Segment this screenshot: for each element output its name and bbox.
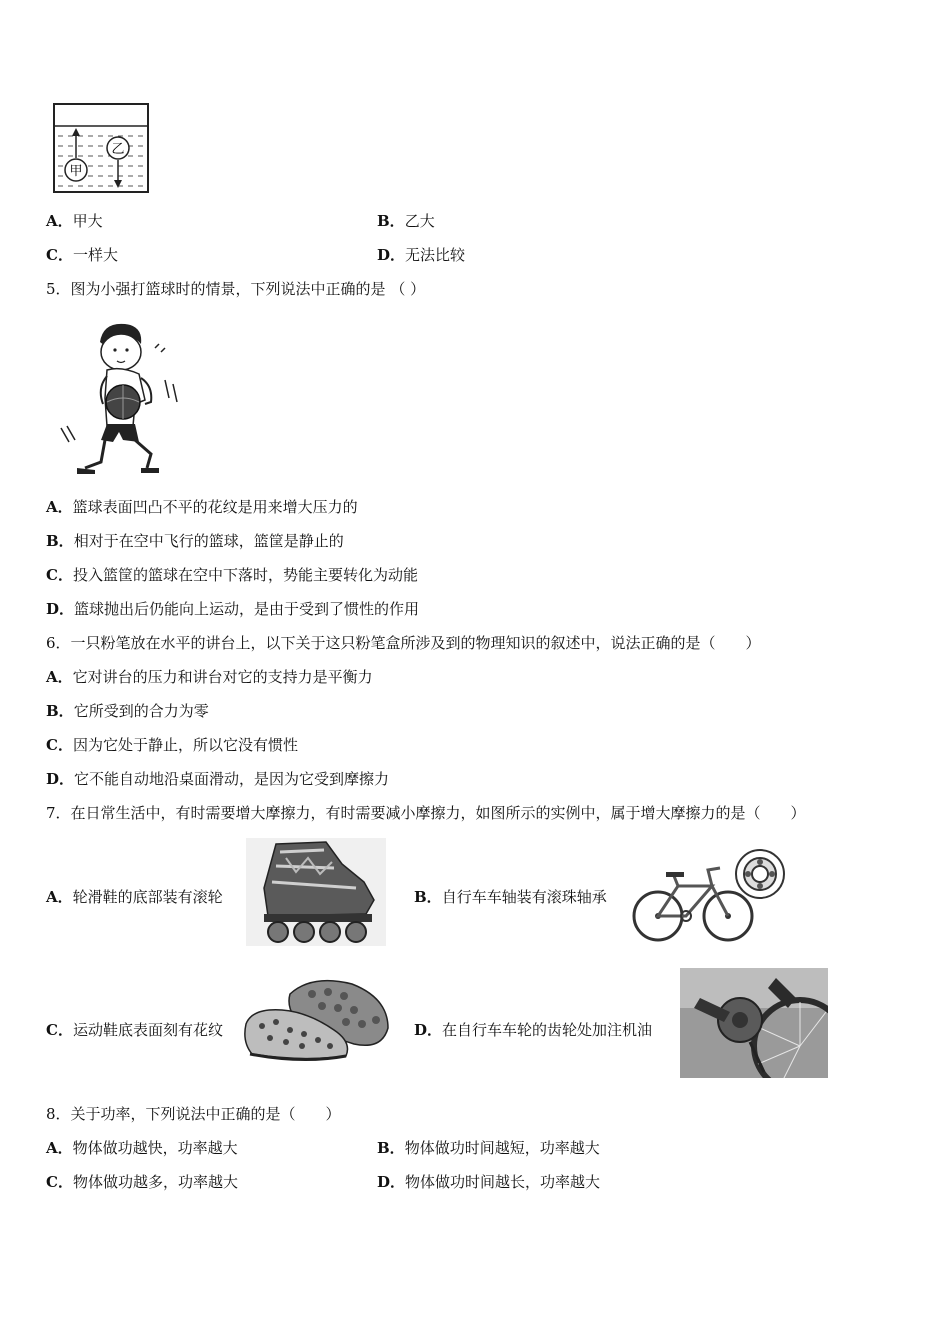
q7-d-gear-oiling-image [680,968,828,1078]
q4-label-jia: 甲 [69,164,83,179]
q4-option-c-text: 一样大 [72,246,118,264]
q5-option-d-text: 篮球抛出后仍能向上运动，是由于受到了惯性的作用 [74,600,420,618]
q6-option-d-text: 它不能自动地沿桌面滑动，是因为它受到摩擦力 [74,770,390,788]
q4-option-b[interactable] [377,211,435,231]
q7-stem: 7．在日常生活中，有时需要增大摩擦力，有时需要减小摩擦力，如图所示的实例中，属于增大摩擦力的是（ ） [46,804,806,822]
q4-option-c-letter: C． [46,246,73,264]
q7-option-d-text: 在自行车车轮的齿轮处加注机油 [442,1021,653,1039]
q7-option-a[interactable] [46,887,223,907]
q6-option-a-text: 它对讲台的压力和讲台对它的支持力是平衡力 [72,668,373,686]
q6-option-c-letter: C． [46,736,73,754]
q6-option-b[interactable] [46,701,209,721]
q5-option-b-text: 相对于在空中飞行的篮球，篮筐是静止的 [73,532,344,550]
q5-option-d-letter: D． [46,600,75,618]
q6-option-c-text: 因为它处于静止，所以它没有惯性 [72,736,298,754]
q6-option-d-letter: D． [46,770,75,788]
q5-option-c-text: 投入篮筐的篮球在空中下落时，势能主要转化为动能 [72,566,418,584]
q4-option-b-text: 乙大 [404,212,435,230]
q8-option-c[interactable] [46,1172,238,1192]
q4-option-a-letter: A． [46,212,73,230]
q7-a-inline-skate-image [246,838,386,946]
q8-option-a-letter: A． [46,1139,73,1157]
q4-figure-beaker [50,100,152,196]
q8-option-c-letter: C． [46,1173,73,1191]
q7-option-c-text: 运动鞋底表面刻有花纹 [72,1021,223,1039]
q4-option-a-text: 甲大 [72,212,103,230]
q7-option-b-letter: B． [414,888,442,906]
q7-option-a-letter: A． [46,888,73,906]
q4-label-yi: 乙 [111,142,125,157]
q8-option-d-letter: D． [377,1173,406,1191]
q7-option-c-letter: C． [46,1021,73,1039]
q5-option-c-letter: C． [46,566,73,584]
q4-option-d[interactable] [377,245,465,265]
q8-option-c-text: 物体做功越多，功率越大 [72,1173,238,1191]
q5-option-d[interactable] [46,599,419,619]
q8-option-a[interactable] [46,1138,238,1158]
q5-stem: 5．图为小强打篮球时的情景，下列说法中正确的是 （ ） [46,280,426,298]
q8-option-b-text: 物体做功时间越短，功率越大 [404,1139,600,1157]
q5-option-b[interactable] [46,531,344,551]
q7-option-c[interactable] [46,1020,223,1040]
q5-option-a-text: 篮球表面凹凸不平的花纹是用来增大压力的 [72,498,358,516]
q4-option-d-letter: D． [377,246,406,264]
q8-option-b[interactable] [377,1138,600,1158]
q8-option-d-text: 物体做功时间越长，功率越大 [405,1173,601,1191]
q8-option-a-text: 物体做功越快，功率越大 [72,1139,238,1157]
q5-option-a-letter: A． [46,498,73,516]
q8-stem: 8．关于功率，下列说法中正确的是（ ） [46,1105,341,1123]
q7-b-bicycle-bearing-image [628,846,788,946]
q7-option-b[interactable] [414,887,607,907]
q5-option-b-letter: B． [46,532,74,550]
q4-option-d-text: 无法比较 [405,246,466,264]
q4-option-c[interactable] [46,245,118,265]
q5-figure-basketball-player [55,318,185,478]
q7-option-d-letter: D． [414,1021,443,1039]
q5-option-a[interactable] [46,497,358,517]
q5-option-c[interactable] [46,565,418,585]
q6-option-d[interactable] [46,769,389,789]
q6-option-c[interactable] [46,735,298,755]
q8-option-b-letter: B． [377,1139,405,1157]
q6-stem: 6．一只粉笔放在水平的讲台上，以下关于这只粉笔盒所涉及到的物理知识的叙述中，说法正确的是（ ） [46,634,761,652]
q6-option-b-text: 它所受到的合力为零 [73,702,209,720]
q6-option-a[interactable] [46,667,373,687]
q8-option-d[interactable] [377,1172,600,1192]
q6-option-a-letter: A． [46,668,73,686]
q7-c-sneakers-image [242,974,392,1066]
q7-option-a-text: 轮滑鞋的底部装有滚轮 [72,888,223,906]
q7-option-d[interactable] [414,1020,652,1040]
q6-option-b-letter: B． [46,702,74,720]
q4-option-a[interactable] [46,211,103,231]
q7-option-b-text: 自行车车轴装有滚珠轴承 [441,888,607,906]
q4-option-b-letter: B． [377,212,405,230]
